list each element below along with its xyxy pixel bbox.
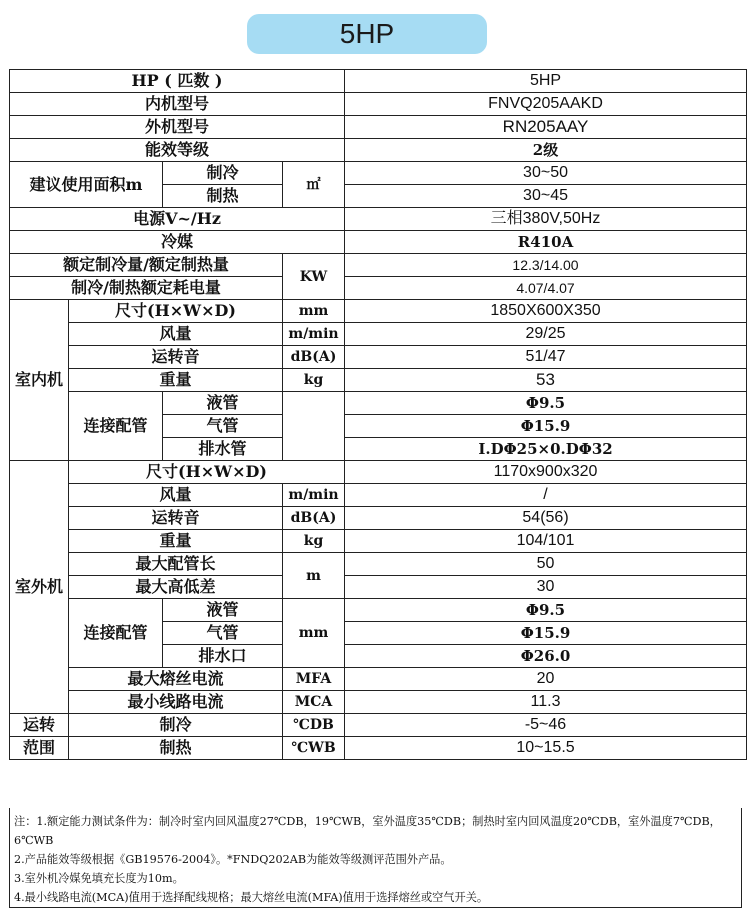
power-label: 电源V~/Hz bbox=[10, 208, 345, 231]
table-row bbox=[10, 714, 747, 737]
outdoor-length-unit: m bbox=[283, 553, 345, 599]
outdoor-model-label: 外机型号 bbox=[10, 116, 345, 139]
table-row bbox=[10, 668, 747, 691]
outdoor-mfa-unit: MFA bbox=[283, 668, 345, 691]
model-title: 5HP bbox=[339, 18, 395, 49]
indoor-group-label: 室内机 bbox=[10, 300, 69, 461]
operating-heating-label: 制热 bbox=[69, 737, 283, 760]
indoor-piping-label: 连接配管 bbox=[69, 392, 163, 461]
outdoor-weight-value: 104/101 bbox=[345, 530, 747, 553]
table-row bbox=[10, 231, 747, 254]
area-heating-value: 30~45 bbox=[345, 185, 747, 208]
outdoor-gas-value: Φ15.9 bbox=[345, 622, 747, 645]
table-row bbox=[10, 461, 747, 484]
outdoor-max-pipe-label: 最大配管长 bbox=[69, 553, 283, 576]
capacity-unit: KW bbox=[283, 254, 345, 300]
outdoor-mfa-value: 20 bbox=[345, 668, 747, 691]
outdoor-liquid-label: 液管 bbox=[163, 599, 283, 622]
indoor-liquid-label: 液管 bbox=[163, 392, 283, 415]
refrigerant-value: R410A bbox=[345, 231, 747, 254]
area-heating-label: 制热 bbox=[163, 185, 283, 208]
operating-cooling-unit: ℃DB bbox=[283, 714, 345, 737]
model-title-badge bbox=[247, 14, 487, 54]
refrigerant-label: 冷媒 bbox=[10, 231, 345, 254]
area-cooling-value: 30~50 bbox=[345, 162, 747, 185]
indoor-size-label: 尺寸(H×W×D) bbox=[69, 300, 283, 323]
outdoor-noise-label: 运转音 bbox=[69, 507, 283, 530]
outdoor-mca-unit: MCA bbox=[283, 691, 345, 714]
indoor-size-value: 1850X600X350 bbox=[345, 300, 747, 323]
operating-group-label-1: 运转 bbox=[10, 714, 69, 737]
indoor-drain-label: 排水管 bbox=[163, 438, 283, 461]
table-row bbox=[10, 300, 747, 323]
table-row bbox=[10, 254, 747, 277]
outdoor-mfa-label: 最大熔丝电流 bbox=[69, 668, 283, 691]
table-row bbox=[10, 369, 747, 392]
table-row bbox=[10, 484, 747, 507]
outdoor-airflow-label: 风量 bbox=[69, 484, 283, 507]
indoor-airflow-value: 29/25 bbox=[345, 323, 747, 346]
indoor-gas-label: 气管 bbox=[163, 415, 283, 438]
indoor-piping-unit bbox=[283, 392, 345, 461]
table-row bbox=[10, 392, 747, 415]
indoor-model-value: FNVQ205AAKD bbox=[345, 93, 747, 116]
table-row bbox=[10, 737, 747, 760]
table-row bbox=[10, 553, 747, 576]
table-row bbox=[10, 346, 747, 369]
area-unit: ㎡ bbox=[283, 162, 345, 208]
indoor-size-unit: mm bbox=[283, 300, 345, 323]
indoor-gas-value: Φ15.9 bbox=[345, 415, 747, 438]
note-2: 2.产品能效等级根据《GB19576-2004》。*FNDQ202AB为能效等级测评范围外产品。 bbox=[14, 853, 452, 866]
indoor-airflow-label: 风量 bbox=[69, 323, 283, 346]
indoor-model-label: 内机型号 bbox=[10, 93, 345, 116]
note-4: 4.最小线路电流(MCA)值用于选择配线规格；最大熔丝电流(MFA)值用于选择熔丝或空气开关。 bbox=[14, 891, 489, 904]
operating-cooling-value: -5~46 bbox=[345, 714, 747, 737]
indoor-drain-value: I.DΦ25×0.DΦ32 bbox=[345, 438, 747, 461]
area-label: 建议使用面积m bbox=[10, 162, 163, 208]
outdoor-max-pipe-value: 50 bbox=[345, 553, 747, 576]
outdoor-noise-value: 54(56) bbox=[345, 507, 747, 530]
table-row bbox=[10, 277, 747, 300]
outdoor-airflow-unit: m/min bbox=[283, 484, 345, 507]
outdoor-airflow-value: / bbox=[345, 484, 747, 507]
hp-value: 5HP bbox=[345, 70, 747, 93]
table-row bbox=[10, 323, 747, 346]
notes-block bbox=[9, 808, 742, 908]
outdoor-weight-unit: kg bbox=[283, 530, 345, 553]
indoor-weight-value: 53 bbox=[345, 369, 747, 392]
efficiency-label: 能效等级 bbox=[10, 139, 345, 162]
outdoor-group-label: 室外机 bbox=[10, 461, 69, 714]
table-row bbox=[10, 576, 747, 599]
power-value: 三相380V,50Hz bbox=[345, 208, 747, 231]
area-cooling-label: 制冷 bbox=[163, 162, 283, 185]
consumption-value: 4.07/4.07 bbox=[345, 277, 747, 300]
table-row bbox=[10, 139, 747, 162]
outdoor-drain-value: Φ26.0 bbox=[345, 645, 747, 668]
outdoor-mca-label: 最小线路电流 bbox=[69, 691, 283, 714]
indoor-noise-value: 51/47 bbox=[345, 346, 747, 369]
table-row bbox=[10, 116, 747, 139]
indoor-liquid-value: Φ9.5 bbox=[345, 392, 747, 415]
note-1: 注：1.额定能力测试条件为：制冷时室内回风温度27℃DB，19℃WB，室外温度35℃DB；制热时室内回风温度20℃DB，室外温度7℃DB，6℃WB bbox=[14, 815, 721, 847]
table-row bbox=[10, 507, 747, 530]
operating-group-label-2: 范围 bbox=[10, 737, 69, 760]
table-row bbox=[10, 530, 747, 553]
indoor-noise-unit: dB(A) bbox=[283, 346, 345, 369]
note-3: 3.室外机冷媒免填充长度为10m。 bbox=[14, 872, 184, 885]
indoor-airflow-unit: m/min bbox=[283, 323, 345, 346]
operating-heating-value: 10~15.5 bbox=[345, 737, 747, 760]
operating-cooling-label: 制冷 bbox=[69, 714, 283, 737]
outdoor-gas-label: 气管 bbox=[163, 622, 283, 645]
capacity-label: 额定制冷量/额定制热量 bbox=[10, 254, 283, 277]
spec-table bbox=[9, 69, 747, 760]
table-row bbox=[10, 691, 747, 714]
table-row bbox=[10, 599, 747, 622]
capacity-value: 12.3/14.00 bbox=[345, 254, 747, 277]
outdoor-size-label: 尺寸(H×W×D) bbox=[69, 461, 345, 484]
outdoor-max-height-value: 30 bbox=[345, 576, 747, 599]
table-row bbox=[10, 208, 747, 231]
outdoor-max-height-label: 最大高低差 bbox=[69, 576, 283, 599]
outdoor-model-value: RN205AAY bbox=[345, 116, 747, 139]
hp-label: HP ( 匹数 ) bbox=[10, 70, 345, 93]
table-row bbox=[10, 93, 747, 116]
outdoor-drain-label: 排水口 bbox=[163, 645, 283, 668]
outdoor-weight-label: 重量 bbox=[69, 530, 283, 553]
consumption-label: 制冷/制热额定耗电量 bbox=[10, 277, 283, 300]
indoor-weight-label: 重量 bbox=[69, 369, 283, 392]
outdoor-piping-unit: mm bbox=[283, 599, 345, 668]
table-row bbox=[10, 70, 747, 93]
outdoor-mca-value: 11.3 bbox=[345, 691, 747, 714]
outdoor-liquid-value: Φ9.5 bbox=[345, 599, 747, 622]
outdoor-piping-label: 连接配管 bbox=[69, 599, 163, 668]
outdoor-noise-unit: dB(A) bbox=[283, 507, 345, 530]
indoor-weight-unit: kg bbox=[283, 369, 345, 392]
efficiency-value: 2级 bbox=[345, 139, 747, 162]
outdoor-size-value: 1170x900x320 bbox=[345, 461, 747, 484]
indoor-noise-label: 运转音 bbox=[69, 346, 283, 369]
table-row bbox=[10, 162, 747, 185]
operating-heating-unit: ℃WB bbox=[283, 737, 345, 760]
